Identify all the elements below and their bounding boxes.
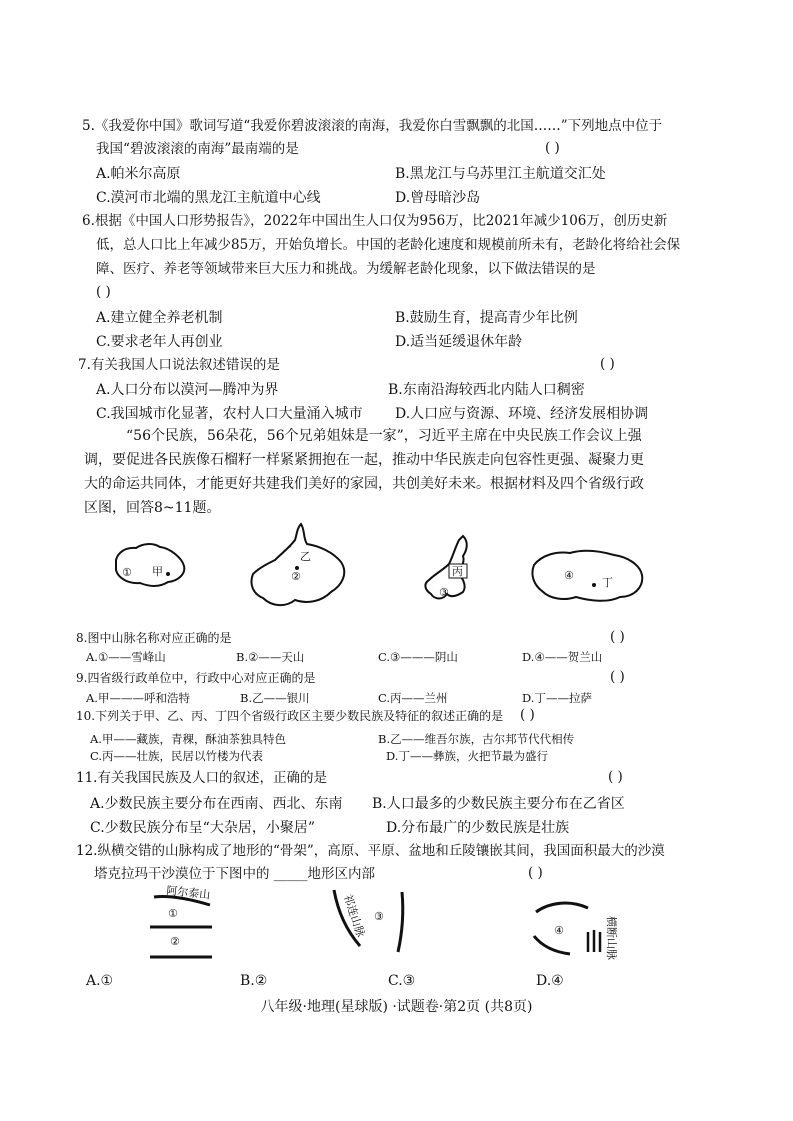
q11-answer-bracket[interactable]: ( ) (608, 769, 623, 785)
province-map-bing (415, 534, 485, 606)
map2-mountain-number: ② (291, 570, 301, 583)
passage-line1: “56个民族，56朵花，56个兄弟姐妹是一家”，习近平主席在中央民族工作会议上强 (126, 428, 642, 444)
q6-stem-line3: 障、医疗、养老等领域带来巨大压力和挑战。为缓解老龄化现象，以下做法错误的是 (96, 261, 596, 277)
province-map-yi (245, 520, 355, 610)
page-footer: 八年级·地理(星球版) ·试题卷·第2页 (共8页) (260, 999, 533, 1015)
q6-option-c[interactable]: C.要求老年人再创业 (96, 334, 223, 350)
q7-option-a[interactable]: A.人口分布以漠河—腾冲为界 (96, 382, 279, 398)
q5-option-a[interactable]: A.帕米尔高原 (96, 166, 181, 182)
map4-province-label: 丁 (602, 576, 613, 589)
map2-province-label: 乙 (300, 550, 311, 563)
terrain-shape-3 (526, 888, 626, 968)
q9-option-a[interactable]: A.甲———呼和浩特 (86, 691, 190, 705)
region-1-label: ① (168, 907, 178, 920)
q5-option-d[interactable]: D.曾母暗沙岛 (395, 190, 481, 206)
q10-option-a[interactable]: A.甲——藏族，青稞，酥油茶独具特色 (90, 732, 286, 746)
altai-mountain-label: 阿尔泰山 (165, 884, 211, 902)
terrain-shape-2 (328, 886, 418, 966)
q11-option-b[interactable]: B.人口最多的少数民族主要分布在乙省区 (372, 796, 625, 812)
q12-option-d[interactable]: D.④ (536, 973, 564, 989)
q5-option-b[interactable]: B.黑龙江与乌苏里江主航道交汇处 (395, 166, 606, 182)
q7-answer-bracket[interactable]: ( ) (600, 356, 615, 372)
map3-mountain-number: ③ (439, 586, 449, 599)
map-shape-ding (528, 545, 648, 605)
q8-option-a[interactable]: A.①——雪峰山 (86, 650, 166, 664)
q8-option-b[interactable]: B.②——天山 (236, 650, 305, 664)
terrain-figure-3 (526, 888, 626, 968)
passage-line3: 大的命运共同体，才能更好共建我们美好的家园，共创美好未来。根据材料及四个省级行政 (84, 476, 644, 492)
q6-option-a[interactable]: A.建立健全养老机制 (96, 310, 223, 326)
q10-stem-line1: 10.下列关于甲、乙、丙、丁四个省级行政区主要少数民族及特征的叙述正确的是 (76, 709, 504, 723)
q9-option-c[interactable]: C.丙——兰州 (378, 691, 448, 705)
q8-answer-bracket[interactable]: ( ) (610, 629, 625, 645)
q6-stem-line1: 6.根据《中国人口形势报告》，2022年中国出生人口仅为956万，比2021年减少106万，创历史新 (82, 213, 668, 229)
q9-stem-line1: 9.四省级行政单位中，行政中心对应正确的是 (76, 671, 316, 685)
hengduan-mountain-label: 横断山脉 (605, 916, 618, 960)
q10-option-b[interactable]: B.乙——维吾尔族，古尔邦节代代相传 (378, 732, 575, 746)
q11-stem-line1: 11.有关我国民族及人口的叙述，正确的是 (76, 770, 327, 786)
map4-mountain-number: ④ (564, 569, 574, 582)
q6-option-d[interactable]: D.适当延缓退休年龄 (395, 334, 523, 350)
q7-option-c[interactable]: C.我国城市化显著，农村人口大量涌入城市 (96, 406, 363, 422)
q8-stem-line1: 8.图中山脉名称对应正确的是 (76, 631, 232, 645)
q11-option-c[interactable]: C.少数民族分布呈“大杂居，小聚居” (90, 820, 315, 836)
map-shape-jia (112, 538, 192, 593)
map-shape-bing (415, 534, 485, 606)
q10-option-c[interactable]: C.丙——壮族，民居以竹楼为代表 (90, 749, 264, 763)
q6-stem-line2: 低，总人口比上年减少85万，开始负增长。中国的老龄化速度和规模前所未有，老龄化将给社会保 (96, 237, 681, 253)
map3-province-label: 丙 (452, 565, 463, 578)
q12-answer-bracket[interactable]: ( ) (528, 865, 543, 881)
passage-line4: 区图，回答8~11题。 (84, 500, 221, 516)
q5-option-c[interactable]: C.漠河市北端的黑龙江主航道中心线 (96, 190, 321, 206)
q12-option-b[interactable]: B.② (240, 973, 268, 989)
map-shape-yi (245, 520, 355, 610)
q7-stem-line1: 7.有关我国人口说法叙述错误的是 (78, 357, 280, 373)
q12-option-c[interactable]: C.③ (388, 973, 416, 989)
qilian-mountain-label: 祁连山脉 (341, 892, 368, 939)
terrain-figure-2 (328, 886, 418, 966)
passage-line2: 调，要促进各民族像石榴籽一样紧紧拥抱在一起，推动中华民族走向包容性更强、凝聚力更 (84, 452, 644, 468)
q5-stem-line2: 我国“碧波滚滚的南海”最南端的是 (96, 141, 299, 157)
region-4-label: ④ (554, 924, 564, 937)
province-map-jia (112, 538, 192, 593)
q12-stem-line2: 塔克拉玛干沙漠位于下图中的 _____地形区内部 (94, 866, 376, 882)
q6-answer-bracket[interactable]: ( ) (96, 284, 111, 300)
q12-option-a[interactable]: A.① (86, 973, 114, 989)
q8-option-c[interactable]: C.③———阴山 (378, 650, 458, 664)
region-3-label: ③ (374, 910, 384, 923)
q10-option-d[interactable]: D.丁——彝族，火把节最为盛行 (386, 749, 548, 763)
q12-stem-line1: 12.纵横交错的山脉构成了地形的“骨架”，高原、平原、盆地和丘陵镶嵌其间，我国面积最大的沙漠 (76, 843, 665, 859)
map1-mountain-number: ① (122, 566, 132, 579)
q7-option-d[interactable]: D.人口应与资源、环境、经济发展相协调 (395, 406, 649, 422)
q11-option-a[interactable]: A.少数民族主要分布在西南、西北、东南 (90, 796, 343, 812)
q7-option-b[interactable]: B.东南沿海较西北内陆人口稠密 (388, 382, 585, 398)
terrain-shape-1 (140, 883, 230, 963)
q8-option-d[interactable]: D.④——贺兰山 (522, 650, 603, 664)
q5-stem-line1: 5.《我爱你中国》歌词写道“我爱你碧波滚滚的南海，我爱你白雪飘飘的北国……”下列地点中位于 (82, 118, 663, 134)
q10-answer-bracket[interactable]: ( ) (520, 707, 535, 723)
q9-option-b[interactable]: B.乙——银川 (240, 691, 310, 705)
province-map-ding (528, 545, 648, 605)
region-2-label: ② (170, 935, 180, 948)
terrain-figure-1 (140, 883, 230, 963)
q9-answer-bracket[interactable]: ( ) (610, 669, 625, 685)
q6-option-b[interactable]: B.鼓励生育，提高青少年比例 (395, 310, 578, 326)
q9-option-d[interactable]: D.丁——拉萨 (522, 691, 592, 705)
q11-option-d[interactable]: D.分布最广的少数民族是壮族 (386, 820, 570, 836)
q5-answer-bracket[interactable]: ( ) (545, 140, 560, 156)
map1-province-label: 甲 (152, 565, 163, 578)
